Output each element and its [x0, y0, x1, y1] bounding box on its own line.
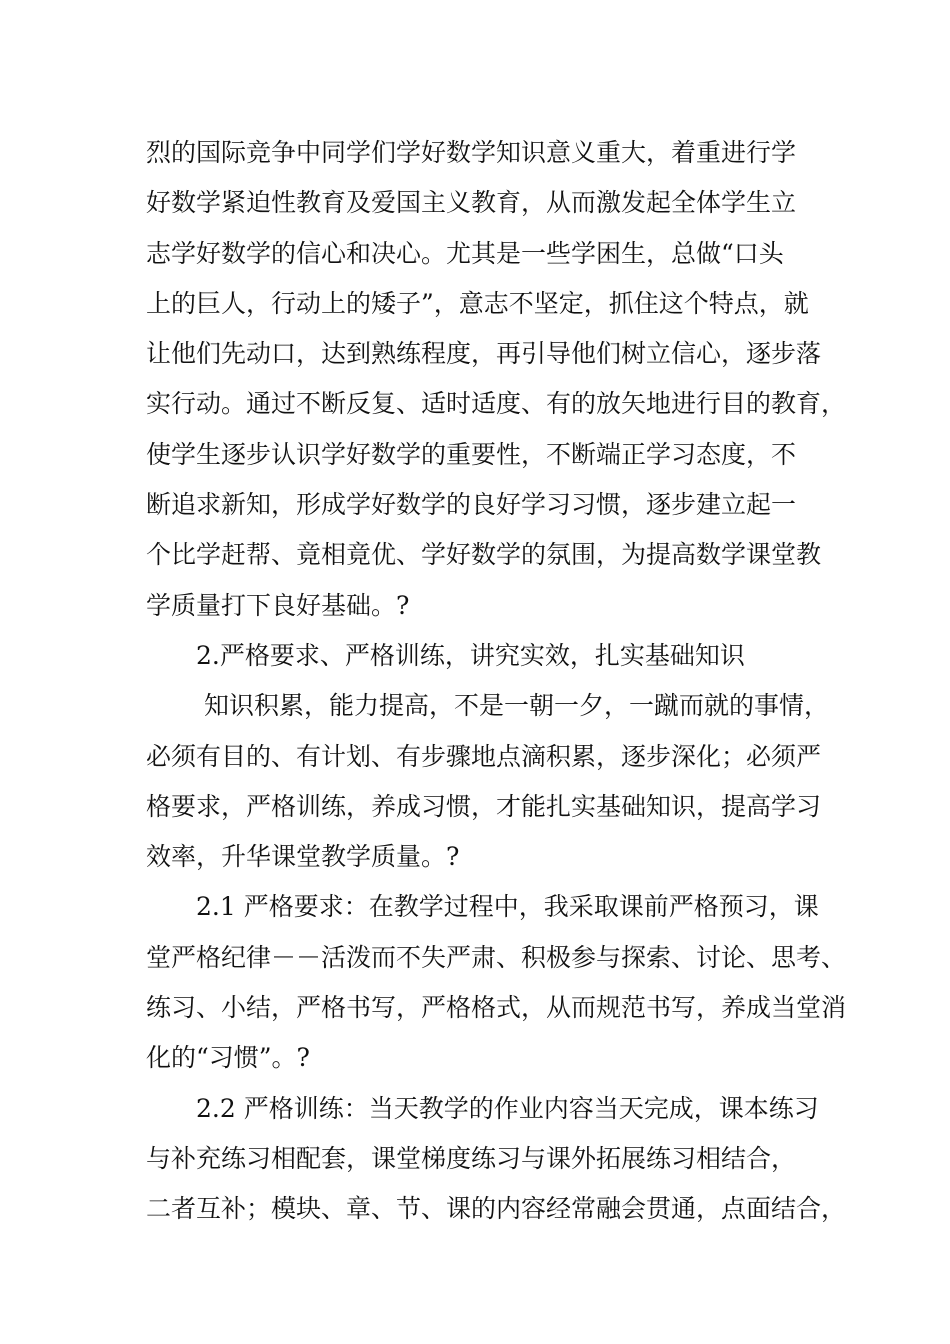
text-line: 志学好数学的信心和决心。尤其是一些学困生，总做“口头 [146, 238, 784, 268]
text-line: 堂严格纪律－－活泼而不失严肃、积极参与探索、讨论、思考、 [146, 942, 847, 972]
text-line: 知识积累，能力提高，不是一朝一夕，一蹴而就的事情， [204, 691, 830, 721]
text-line: 效率，升华课堂教学质量。? [146, 842, 460, 872]
text-line: 二者互补；模块、章、节、课的内容经常融会贯通，点面结合， [146, 1194, 847, 1224]
text-line: 个比学赶帮、竟相竟优、学好数学的氛围，为提高数学课堂教 [146, 540, 822, 570]
text-line: 学质量打下良好基础。? [146, 590, 410, 620]
text-line: 格要求，严格训练，养成习惯，才能扎实基础知识，提高学习 [146, 791, 822, 821]
text-line: 化的“习惯”。? [146, 1043, 310, 1073]
text-line: 练习、小结，严格书写，严格格式，从而规范书写，养成当堂消 [146, 993, 847, 1023]
text-line: 烈的国际竞争中同学们学好数学知识意义重大，着重进行学 [146, 138, 797, 167]
text-line: 断追求新知，形成学好数学的良好学习习惯，逐步建立起一 [146, 490, 797, 520]
subsection-line: 2.1 严格要求：在教学过程中，我采取课前严格预习，课 [196, 892, 819, 922]
document-body [146, 128, 847, 1235]
text-line: 必须有目的、有计划、有步骤地点滴积累，逐步深化；必须严 [146, 741, 822, 771]
text-line: 上的巨人，行动上的矮子”，意志不坚定，抓住这个特点，就 [146, 288, 809, 318]
text-line: 实行动。通过不断反复、适时适度、有的放矢地进行目的教育， [146, 389, 847, 419]
subsection-line: 2.2 严格训练：当天教学的作业内容当天完成，课本练习 [196, 1093, 819, 1123]
section-heading: 2.严格要求、严格训练，讲究实效，扎实基础知识 [196, 640, 745, 670]
text-line: 使学生逐步认识学好数学的重要性，不断端正学习态度，不 [146, 439, 797, 469]
text-line: 让他们先动口，达到熟练程度，再引导他们树立信心，逐步落 [146, 339, 822, 369]
text-line: 与补充练习相配套，课堂梯度练习与课外拓展练习相结合， [146, 1143, 797, 1173]
text-line: 好数学紧迫性教育及爱国主义教育，从而激发起全体学生立 [146, 188, 797, 218]
